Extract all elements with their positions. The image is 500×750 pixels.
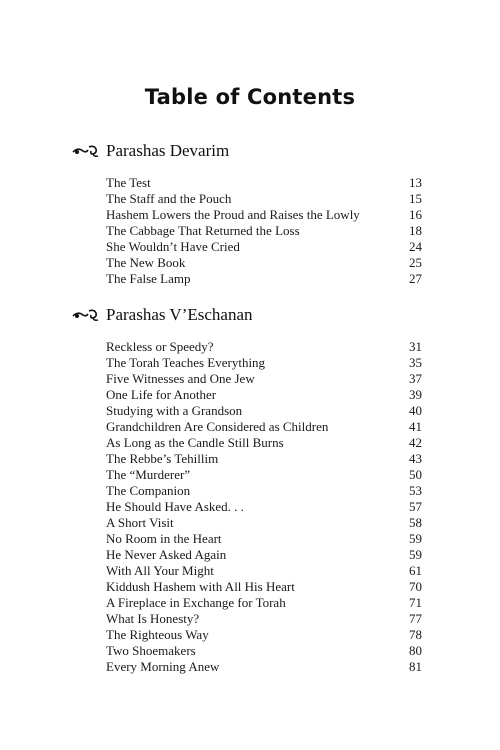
toc-entry-page: 71	[409, 595, 422, 610]
toc-entry	[106, 419, 422, 435]
toc-entry	[106, 239, 422, 255]
toc-entry-page: 16	[409, 207, 422, 222]
toc-entry-title: The Torah Teaches Everything	[106, 355, 266, 370]
section-heading-label: Parashas Devarim	[106, 141, 230, 160]
toc-entry-page: 58	[409, 515, 422, 530]
toc-entry-page: 18	[409, 223, 422, 238]
toc-entry	[106, 339, 422, 355]
toc-entry-page: 24	[409, 239, 422, 254]
toc-entry-title: Studying with a Grandson	[106, 403, 243, 418]
toc-entry	[106, 547, 422, 563]
toc-entry	[106, 387, 422, 403]
toc-entry-title: Every Morning Anew	[106, 659, 220, 674]
toc-entry-page: 81	[409, 659, 422, 674]
toc-entry-title: Two Shoemakers	[106, 643, 196, 658]
toc-entry-page: 59	[409, 547, 422, 562]
toc-entry-title: The Rebbe’s Tehillim	[106, 451, 219, 466]
toc-entry-title: As Long as the Candle Still Burns	[106, 435, 284, 450]
toc-entry-page: 50	[409, 467, 422, 482]
toc-entry-page: 78	[409, 627, 422, 642]
toc-entry-title: The Companion	[106, 483, 191, 498]
toc-entry-title: A Short Visit	[106, 515, 174, 530]
toc-entry	[106, 451, 422, 467]
toc-entry-title: The New Book	[106, 255, 186, 270]
toc-entry-title: She Wouldn’t Have Cried	[106, 239, 240, 254]
toc-entry	[106, 643, 422, 659]
toc-entry	[106, 627, 422, 643]
toc-entry-page: 13	[409, 175, 422, 190]
toc-entry-title: One Life for Another	[106, 387, 217, 402]
toc-entry-page: 77	[409, 611, 422, 626]
toc-entry	[106, 355, 422, 371]
toc-entry	[106, 191, 422, 207]
toc-entry	[106, 595, 422, 611]
toc-entry	[106, 531, 422, 547]
toc-entry	[106, 207, 422, 223]
toc-entry-page: 42	[409, 435, 422, 450]
toc-entry-page: 61	[409, 563, 422, 578]
toc-entry-page: 40	[409, 403, 422, 418]
toc-entry-title: The False Lamp	[106, 271, 191, 286]
toc-entry-page: 25	[409, 255, 422, 270]
toc-entry	[106, 515, 422, 531]
toc-entry	[106, 579, 422, 595]
toc-entry-page: 37	[409, 371, 422, 386]
toc-entry-page: 15	[409, 191, 422, 206]
toc-entry-title: No Room in the Heart	[106, 531, 222, 546]
toc-entry	[106, 467, 422, 483]
toc-entry	[106, 499, 422, 515]
toc-entry-page: 57	[409, 499, 422, 514]
toc-entry	[106, 435, 422, 451]
toc-entry-page: 31	[409, 339, 422, 354]
toc-entry	[106, 175, 422, 191]
toc-entry-title: The Cabbage That Returned the Loss	[106, 223, 300, 238]
toc-entry-page: 43	[409, 451, 422, 466]
toc-entry	[106, 611, 422, 627]
toc-entry-title: Reckless or Speedy?	[106, 339, 214, 354]
section-heading-devarim	[72, 141, 229, 161]
toc-entry-page: 80	[409, 643, 422, 658]
toc-entry-title: Five Witnesses and One Jew	[106, 371, 255, 386]
toc-entry	[106, 255, 422, 271]
toc-entry	[106, 223, 422, 239]
toc-entry	[106, 403, 422, 419]
toc-entry-page: 39	[409, 387, 422, 402]
toc-entry	[106, 563, 422, 579]
section-entries-veschanan	[106, 339, 422, 675]
toc-entry-page: 53	[409, 483, 422, 498]
toc-entry-page: 35	[409, 355, 422, 370]
toc-entry	[106, 483, 422, 499]
toc-entry-title: The Righteous Way	[106, 627, 209, 642]
toc-entry-title: A Fireplace in Exchange for Torah	[106, 595, 286, 610]
toc-entry-title: The Test	[106, 175, 151, 190]
toc-entry-title: Hashem Lowers the Proud and Raises the Lowly	[106, 207, 360, 222]
toc-entry	[106, 659, 422, 675]
section-entries-devarim	[106, 175, 422, 287]
toc-entry-title: What Is Honesty?	[106, 611, 200, 626]
ornament-icon	[72, 144, 100, 158]
section-heading-label: Parashas V’Eschanan	[106, 305, 253, 324]
toc-entry-title: The “Murderer”	[106, 467, 191, 482]
toc-entry	[106, 371, 422, 387]
toc-entry	[106, 271, 422, 287]
toc-entry-page: 27	[409, 271, 422, 286]
toc-entry-page: 70	[409, 579, 422, 594]
toc-entry-title: The Staff and the Pouch	[106, 191, 232, 206]
toc-entry-page: 59	[409, 531, 422, 546]
page-title: Table of Contents	[144, 85, 356, 109]
toc-entry-title: He Never Asked Again	[106, 547, 227, 562]
toc-entry-title: Grandchildren Are Considered as Children	[106, 419, 329, 434]
toc-entry-title: Kiddush Hashem with All His Heart	[106, 579, 295, 594]
ornament-icon	[72, 308, 100, 322]
toc-entry-page: 41	[409, 419, 422, 434]
toc-entry-title: He Should Have Asked. . .	[106, 499, 244, 514]
section-heading-veschanan	[72, 305, 253, 325]
toc-entry-title: With All Your Might	[106, 563, 214, 578]
